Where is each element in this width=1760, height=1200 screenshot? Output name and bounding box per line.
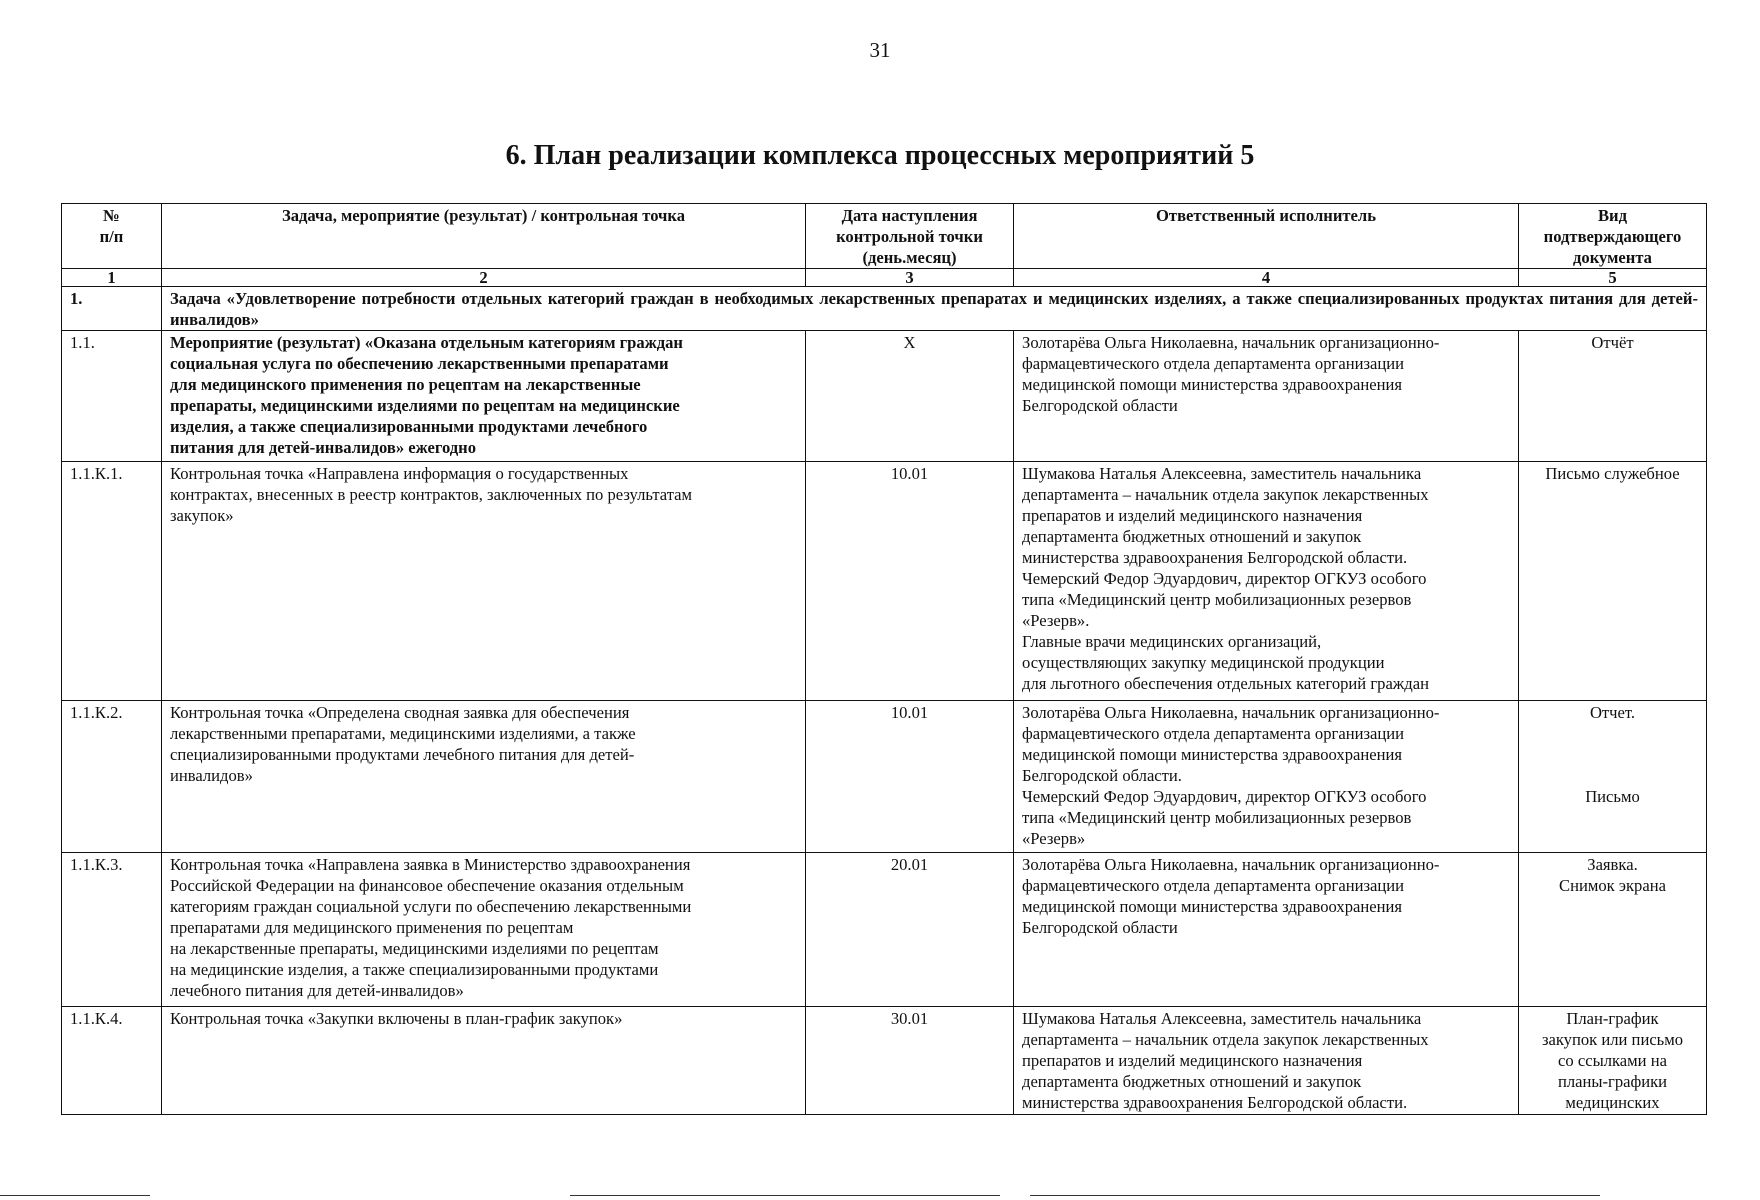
footer-divider	[1030, 1195, 1600, 1196]
row-executor: Золотарёва Ольга Николаевна, начальник организационно- фармацевтического отдела департамента организации медицинской помощи министерства здравоохранения Белгородской области	[1014, 331, 1519, 462]
table-row	[62, 331, 1707, 462]
task-text: Задача «Удовлетворение потребности отдельных категорий граждан в необходимых лекарственных препаратах и медицинских изделиях, а также специализированных продуктах питания для детей-инвалидов»	[162, 287, 1707, 331]
task-row	[62, 287, 1707, 331]
row-date: 20.01	[806, 853, 1014, 1007]
plan-table	[61, 203, 1707, 1115]
header-executor: Ответственный исполнитель	[1014, 204, 1519, 269]
row-executor: Золотарёва Ольга Николаевна, начальник организационно- фармацевтического отдела департамента организации медицинской помощи министерства здравоохранения Белгородской области. Чемерский Федор Эдуардович, директор ОГКУЗ особого типа «Медицинский центр мобилизационных резервов «Резерв»	[1014, 701, 1519, 853]
row-text: Контрольная точка «Закупки включены в план-график закупок»	[162, 1007, 806, 1115]
column-number: 2	[162, 269, 806, 287]
row-date: 30.01	[806, 1007, 1014, 1115]
row-text: Контрольная точка «Определена сводная заявка для обеспечения лекарственными препаратами, медицинскими изделиями, а также специализированными продуктами лечебного питания для детей- инвалидов»	[162, 701, 806, 853]
row-date: 10.01	[806, 701, 1014, 853]
page-number: 31	[869, 38, 891, 62]
row-text: Контрольная точка «Направлена заявка в Министерство здравоохранения Российской Федерации на финансовое обеспечение оказания отдельным категориям граждан социальной услуги по обеспечению лекарственными препаратами для медицинского применения по рецептам на лекарственные препараты, медицинскими изделиями по рецептам на медицинские изделия, а также специализированными продуктами лечебного питания для детей-инвалидов»	[162, 853, 806, 1007]
row-doc-secondary: Письмо	[1585, 787, 1640, 806]
header-task: Задача, мероприятие (результат) / контрольная точка	[162, 204, 806, 269]
row-executor: Шумакова Наталья Алексеевна, заместитель начальника департамента – начальник отдела закупок лекарственных препаратов и изделий медицинского назначения департамента бюджетных отношений и закупок министерства здравоохранения Белгородской области. Чемерский Федор Эдуардович, директор ОГКУЗ особого типа «Медицинский центр мобилизационных резервов «Резерв». Главные врачи медицинских организаций, осуществляющих закупку медицинской продукции для льготного обеспечения отдельных категорий граждан	[1014, 462, 1519, 701]
header-doc: Вид подтверждающего документа	[1519, 204, 1707, 269]
header-date: Дата наступления контрольной точки (день.месяц)	[806, 204, 1014, 269]
row-doc: Письмо служебное	[1519, 462, 1707, 701]
row-date: X	[806, 331, 1014, 462]
row-text: Контрольная точка «Направлена информация о государственных контрактах, внесенных в реестр контрактов, заключенных по результатам закупок»	[162, 462, 806, 701]
table-header-row	[62, 204, 1707, 269]
row-doc	[1519, 701, 1707, 853]
table-row	[62, 462, 1707, 701]
row-executor: Золотарёва Ольга Николаевна, начальник организационно- фармацевтического отдела департамента организации медицинской помощи министерства здравоохранения Белгородской области	[1014, 853, 1519, 1007]
row-doc-primary: Отчет.	[1589, 703, 1636, 722]
row-date: 10.01	[806, 462, 1014, 701]
row-num: 1.	[62, 287, 162, 331]
column-number: 5	[1519, 269, 1707, 287]
row-doc: План-график закупок или письмо со ссылками на планы-графики медицинских	[1519, 1007, 1707, 1115]
row-num: 1.1.	[62, 331, 162, 462]
row-num: 1.1.К.1.	[62, 462, 162, 701]
row-num: 1.1.К.4.	[62, 1007, 162, 1115]
row-doc: Заявка. Снимок экрана	[1519, 853, 1707, 1007]
footer-divider	[570, 1195, 1000, 1196]
table-row	[62, 701, 1707, 853]
document-title: 6. План реализации комплекса процессных мероприятий 5	[505, 140, 1255, 171]
column-number: 1	[62, 269, 162, 287]
row-executor: Шумакова Наталья Алексеевна, заместитель начальника департамента – начальник отдела закупок лекарственных препаратов и изделий медицинского назначения департамента бюджетных отношений и закупок министерства здравоохранения Белгородской области.	[1014, 1007, 1519, 1115]
doc-spacer	[1527, 723, 1698, 786]
footer-divider	[0, 1195, 150, 1196]
column-number-row	[62, 269, 1707, 287]
table-row	[62, 853, 1707, 1007]
column-number: 4	[1014, 269, 1519, 287]
row-doc: Отчёт	[1519, 331, 1707, 462]
column-number: 3	[806, 269, 1014, 287]
header-num: № п/п	[62, 204, 162, 269]
row-num: 1.1.К.2.	[62, 701, 162, 853]
table-row	[62, 1007, 1707, 1115]
row-num: 1.1.К.3.	[62, 853, 162, 1007]
row-text: Мероприятие (результат) «Оказана отдельным категориям граждан социальная услуга по обеспечению лекарственными препаратами для медицинского применения по рецептам на лекарственные препараты, медицинскими изделиями по рецептам на медицинские изделия, а также специализированными продуктами лечебного питания для детей-инвалидов» ежегодно	[162, 331, 806, 462]
